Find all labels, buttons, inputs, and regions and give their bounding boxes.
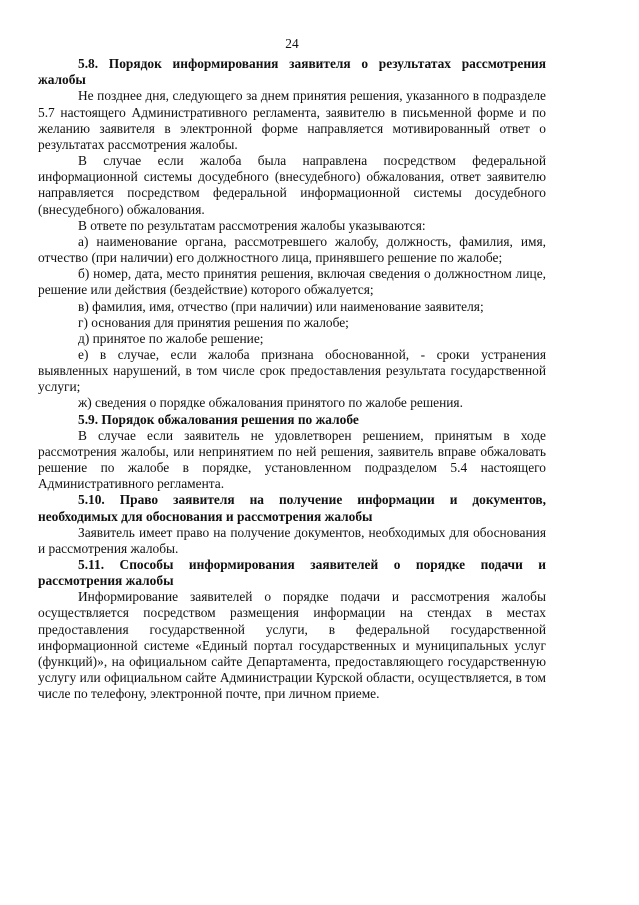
- section-5-8-paragraph-3: В ответе по результатам рассмотрения жалобы указываются:: [78, 217, 426, 233]
- section-5-10-heading: 5.10. Право заявителя на получение информации и документов, необходимых для обоснования и рассмотрения жалобы: [38, 492, 546, 524]
- section-5-8-paragraph-1: Не позднее дня, следующего за днем принятия решения, указанного в подразделе 5.7 настоящего Административного регламента, заявителю в письменной форме и по желанию заявителя в электронной форме направляется мотивированный ответ о результатах рассмотрения жалобы.: [38, 88, 546, 152]
- list-item-v: в) фамилия, имя, отчество (при наличии) или наименование заявителя;: [78, 298, 484, 314]
- section-5-11-paragraph-1: Информирование заявителей о порядке подачи и рассмотрения жалобы осуществляется посредством размещения информации на стендах в местах предоставления государственной услуги, в федеральной государственной информационной системе «Единый портал государственных и муниципальных услуг (функций)», на официальном сайте Департамента, предоставляющего государственную услугу или официальном сайте Администрации Курской области, осуществляется, в том числе по телефону, электронной почте, при личном приеме.: [38, 589, 546, 702]
- section-5-8-heading: 5.8. Порядок информирования заявителя о результатах рассмотрения жалобы: [38, 56, 546, 88]
- list-item-e: е) в случае, если жалоба признана обоснованной, - сроки устранения выявленных нарушений, в том числе срок предоставления результата государственной услуги;: [38, 346, 546, 395]
- list-item-b: б) номер, дата, место принятия решения, включая сведения о должностном лице, решение или действия (бездействие) которого обжалуется;: [38, 266, 546, 298]
- document-page: [38, 36, 546, 702]
- section-5-9-heading: 5.9. Порядок обжалования решения по жалобе: [78, 411, 359, 427]
- list-item-d: д) принятое по жалобе решение;: [78, 330, 264, 346]
- section-5-11-heading: 5.11. Способы информирования заявителей о порядке подачи и рассмотрения жалобы: [38, 557, 546, 589]
- section-5-10-paragraph-1: Заявитель имеет право на получение документов, необходимых для обоснования и рассмотрения жалобы.: [38, 524, 546, 556]
- list-item-zh: ж) сведения о порядке обжалования принятого по жалобе решения.: [78, 395, 463, 411]
- section-5-9-paragraph-1: В случае если заявитель не удовлетворен решением, принятым в ходе рассмотрения жалобы, или непринятием по ней решения, заявитель вправе обжаловать решение по жалобе в порядке, установленном подразделом 5.4 настоящего Административного регламента.: [38, 427, 546, 492]
- list-item-g: г) основания для принятия решения по жалобе;: [78, 314, 349, 330]
- list-item-a: а) наименование органа, рассмотревшего жалобу, должность, фамилия, имя, отчество (при наличии) его должностного лица, принявшего решение по жалобе;: [38, 233, 546, 266]
- section-5-8-paragraph-2: В случае если жалоба была направлена посредством федеральной информационной системы досудебного (внесудебного) обжалования, ответ заявителю направляется посредством федеральной информационной системы досудебного (внесудебного) обжалования.: [38, 153, 546, 217]
- page-number: 24: [285, 36, 299, 51]
